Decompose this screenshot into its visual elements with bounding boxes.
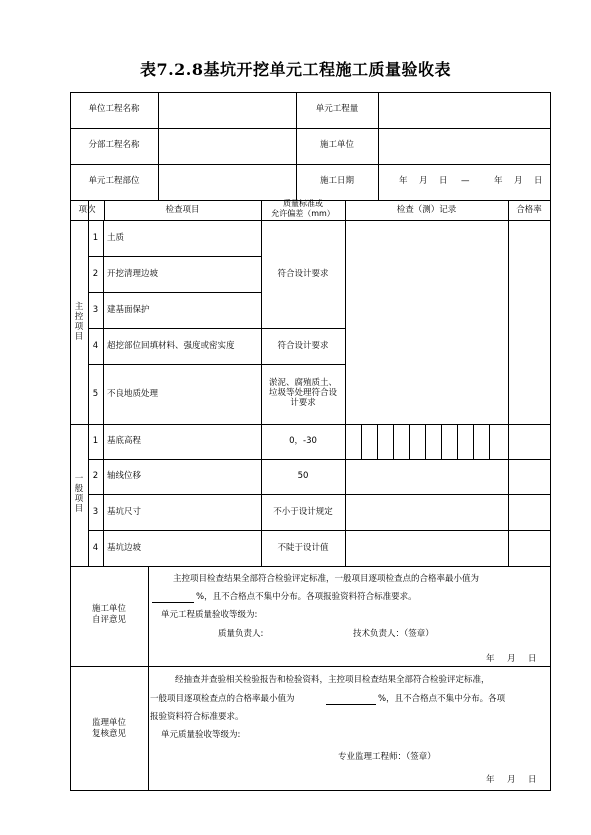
standard-item-5-line3: 计要求 bbox=[290, 398, 316, 408]
item-standard: 0，-30 bbox=[289, 436, 317, 446]
item-name: 基底高程 bbox=[107, 436, 142, 446]
date-year-end: 年 bbox=[494, 176, 503, 186]
standard-item-5-line1: 淤泥、腐殖质土、 bbox=[268, 378, 337, 388]
self-eval-label-line2: 自评意见 bbox=[91, 615, 126, 625]
review-text-line1: 经抽查并查验相关检验报告和检验资料，主控项目检查结果全部符合检验评定标准， bbox=[175, 675, 490, 685]
self-eval-day: 日 bbox=[528, 654, 537, 664]
review-grade-label: 单元质量验收等级为: bbox=[161, 730, 241, 740]
item-number: 5 bbox=[92, 389, 99, 399]
date-dash: — bbox=[461, 176, 470, 186]
col-standard-line2: 允许偏差（mm） bbox=[271, 209, 335, 218]
item-name: 基坑边坡 bbox=[107, 543, 142, 553]
item-name: 基坑尺寸 bbox=[107, 507, 142, 517]
review-text-line2a: 一般项目逐项检查点的合格率最小值为 bbox=[150, 694, 295, 704]
item-number: 3 bbox=[92, 507, 99, 517]
form-title: 表7.2.8基坑开挖单元工程施工质量验收表 bbox=[139, 60, 452, 79]
review-text-line2b: %，且不合格点不集中分布。各项 bbox=[378, 694, 506, 704]
self-eval-text-line1: 主控项目检查结果全部符合检验评定标准，一般项目逐项检查点的合格率最小值为 bbox=[173, 574, 480, 584]
review-day: 日 bbox=[528, 775, 537, 785]
date-month-end: 月 bbox=[514, 176, 523, 186]
item-standard: 50 bbox=[297, 471, 309, 481]
quality-person-label: 质量负责人: bbox=[218, 629, 264, 639]
item-name: 土质 bbox=[107, 233, 125, 243]
main-group-label: 主控项目 bbox=[74, 302, 84, 342]
self-eval-grade-label: 单元工程质量验收等级为: bbox=[161, 610, 258, 620]
self-eval-rate-blank[interactable] bbox=[152, 602, 194, 603]
sub-project-label: 分部工程名称 bbox=[88, 140, 140, 150]
date-year-start: 年 bbox=[399, 176, 408, 186]
item-standard: 不小于设计规定 bbox=[273, 507, 333, 517]
review-month: 月 bbox=[507, 775, 516, 785]
item-number: 2 bbox=[92, 471, 99, 481]
item-name: 建基面保护 bbox=[107, 305, 150, 315]
element-location-label: 单元工程部位 bbox=[88, 176, 140, 186]
tech-person-label: 技术负责人：（签章） bbox=[353, 629, 434, 639]
item-name: 不良地质处理 bbox=[107, 389, 159, 399]
construction-unit-label: 施工单位 bbox=[319, 140, 354, 150]
item-number: 1 bbox=[92, 233, 99, 243]
item-number: 4 bbox=[92, 543, 99, 553]
item-name: 轴线位移 bbox=[107, 471, 142, 481]
date-month-start: 月 bbox=[419, 176, 428, 186]
element-volume-label: 单元工程量 bbox=[315, 104, 359, 114]
general-group-label: 一般项目 bbox=[74, 474, 84, 514]
review-label-line1: 监理单位 bbox=[91, 718, 126, 728]
self-eval-month: 月 bbox=[507, 654, 516, 664]
col-item-no: 项次 bbox=[78, 205, 96, 215]
date-day-end: 日 bbox=[534, 176, 543, 186]
unit-project-label: 单位工程名称 bbox=[88, 104, 140, 114]
item-number: 3 bbox=[92, 305, 99, 315]
review-label-line2: 复核意见 bbox=[91, 729, 126, 739]
supervisor-label: 专业监理工程师：（签章） bbox=[338, 752, 436, 762]
standard-item-5-line2: 垃圾等处理符合设 bbox=[268, 388, 337, 398]
standard-items-1-3: 符合设计要求 bbox=[277, 269, 329, 279]
review-year: 年 bbox=[486, 775, 495, 785]
date-day-start: 日 bbox=[439, 176, 448, 186]
self-eval-year: 年 bbox=[486, 654, 495, 664]
construction-date-label: 施工日期 bbox=[319, 176, 354, 186]
self-eval-label-line1: 施工单位 bbox=[91, 604, 126, 614]
col-pass-rate: 合格率 bbox=[516, 205, 542, 215]
col-standard-line1: 质量标准或 bbox=[283, 199, 323, 208]
review-text-line3: 报验资料符合标准要求。 bbox=[150, 712, 244, 722]
item-number: 2 bbox=[92, 269, 99, 279]
review-rate-blank[interactable] bbox=[326, 704, 376, 705]
item-name: 超挖部位回填材料、强度或密实度 bbox=[107, 341, 235, 351]
item-name: 开挖清理边坡 bbox=[107, 269, 159, 279]
self-eval-text-line2: %，且不合格点不集中分布。各项报验资料符合标准要求。 bbox=[196, 592, 417, 602]
col-record: 检查（测）记录 bbox=[396, 205, 457, 215]
col-check-item: 检查项目 bbox=[165, 205, 200, 215]
item-number: 1 bbox=[92, 436, 99, 446]
item-standard: 不陡于设计值 bbox=[277, 543, 329, 553]
item-number: 4 bbox=[92, 341, 99, 351]
standard-item-4: 符合设计要求 bbox=[277, 341, 329, 351]
